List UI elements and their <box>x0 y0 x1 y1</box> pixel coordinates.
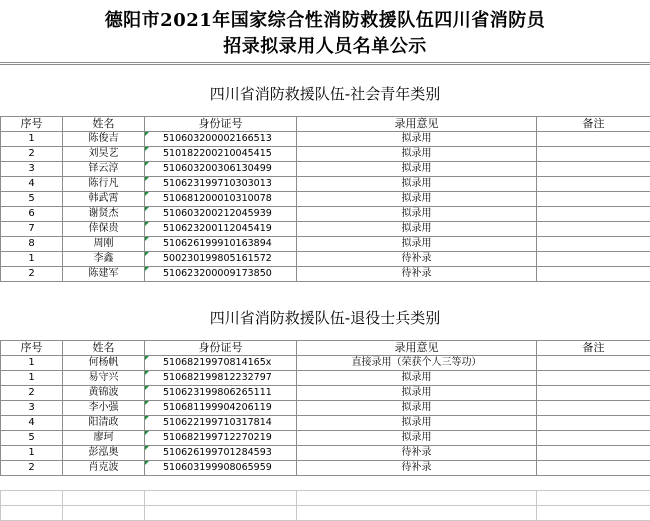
empty-grid <box>0 490 650 521</box>
cell-no[interactable]: 8 <box>1 237 63 252</box>
cell-name[interactable]: 韩武霄 <box>63 192 145 207</box>
cell-note[interactable] <box>537 252 650 267</box>
cell-name[interactable]: 肖克波 <box>63 461 145 476</box>
table-row <box>1 252 650 267</box>
cell-name[interactable]: 铎云淳 <box>63 162 145 177</box>
cell-opinion[interactable]: 拟录用 <box>297 207 537 222</box>
header-row <box>1 341 650 356</box>
cell-note[interactable] <box>537 147 650 162</box>
section1-table <box>0 116 650 282</box>
cell-no[interactable]: 1 <box>1 371 63 386</box>
cell-note[interactable] <box>537 386 650 401</box>
cell-id[interactable]: 510681200010310078 <box>145 192 297 207</box>
table-row <box>1 401 650 416</box>
cell-id[interactable]: 510681199904206119 <box>145 401 297 416</box>
cell-opinion[interactable]: 待补录 <box>297 446 537 461</box>
table-row <box>1 267 650 282</box>
cell-no[interactable]: 3 <box>1 401 63 416</box>
cell-name[interactable]: 谢贤杰 <box>63 207 145 222</box>
cell-name[interactable]: 何杨帆 <box>63 356 145 371</box>
col-header-id: 身份证号 <box>145 117 297 132</box>
col-header-note: 备注 <box>537 117 650 132</box>
cell-opinion[interactable]: 拟录用 <box>297 177 537 192</box>
cell-note[interactable] <box>537 401 650 416</box>
cell-id[interactable]: 510623199806265111 <box>145 386 297 401</box>
table-row <box>1 386 650 401</box>
cell-name[interactable]: 李鑫 <box>63 252 145 267</box>
table-row <box>1 132 650 147</box>
cell-note[interactable] <box>537 461 650 476</box>
table-row <box>1 356 650 371</box>
cell-name[interactable]: 陈俊吉 <box>63 132 145 147</box>
cell-name[interactable]: 倖保贵 <box>63 222 145 237</box>
cell-no[interactable]: 4 <box>1 177 63 192</box>
page-title-line2: 招录拟录用人员名单公示 <box>0 32 650 58</box>
cell-opinion[interactable]: 待补录 <box>297 461 537 476</box>
cell-note[interactable] <box>537 132 650 147</box>
cell-no[interactable]: 1 <box>1 356 63 371</box>
table-row <box>1 446 650 461</box>
cell-opinion[interactable]: 拟录用 <box>297 431 537 446</box>
cell-note[interactable] <box>537 192 650 207</box>
table-row <box>1 416 650 431</box>
cell-name[interactable]: 廖珂 <box>63 431 145 446</box>
cell-opinion[interactable]: 拟录用 <box>297 132 537 147</box>
cell-id[interactable]: 510626199910163894 <box>145 237 297 252</box>
section1-body <box>1 117 650 282</box>
table-row <box>1 147 650 162</box>
cell-note[interactable] <box>537 356 650 371</box>
cell-no[interactable]: 1 <box>1 252 63 267</box>
col-header-id: 身份证号 <box>145 341 297 356</box>
cell-note[interactable] <box>537 431 650 446</box>
cell-no[interactable]: 4 <box>1 416 63 431</box>
table-row <box>1 431 650 446</box>
cell-no[interactable]: 6 <box>1 207 63 222</box>
cell-no[interactable]: 1 <box>1 446 63 461</box>
cell-opinion[interactable]: 拟录用 <box>297 222 537 237</box>
table-row <box>1 162 650 177</box>
cell-id[interactable]: 510682199712270219 <box>145 431 297 446</box>
cell-name[interactable]: 易守兴 <box>63 371 145 386</box>
cell-note[interactable] <box>537 222 650 237</box>
section2-body <box>1 341 650 476</box>
table-row <box>1 237 650 252</box>
cell-opinion[interactable]: 拟录用 <box>297 192 537 207</box>
top-border-inner <box>0 64 650 65</box>
cell-opinion[interactable]: 直接录用（荣获个人三等功） <box>297 356 537 371</box>
cell-name[interactable]: 刘昊艺 <box>63 147 145 162</box>
cell-id[interactable]: 500230199805161572 <box>145 252 297 267</box>
empty-row <box>1 506 650 521</box>
table-row <box>1 222 650 237</box>
cell-name[interactable]: 阳清政 <box>63 416 145 431</box>
cell-note[interactable] <box>537 416 650 431</box>
cell-note[interactable] <box>537 267 650 282</box>
section1-heading: 四川省消防救援队伍-社会青年类别 <box>0 79 650 109</box>
cell-note[interactable] <box>537 446 650 461</box>
top-border <box>0 62 650 63</box>
cell-id[interactable]: 510623200009173850 <box>145 267 297 282</box>
cell-id[interactable]: 510603200306130499 <box>145 162 297 177</box>
col-header-opinion: 录用意见 <box>297 341 537 356</box>
cell-note[interactable] <box>537 162 650 177</box>
cell-id[interactable]: 510622199710317814 <box>145 416 297 431</box>
cell-name[interactable]: 陈建军 <box>63 267 145 282</box>
cell-opinion[interactable]: 拟录用 <box>297 401 537 416</box>
cell-no[interactable]: 1 <box>1 132 63 147</box>
col-header-name: 姓名 <box>63 341 145 356</box>
cell-note[interactable] <box>537 207 650 222</box>
cell-no[interactable]: 3 <box>1 162 63 177</box>
table-row <box>1 177 650 192</box>
cell-no[interactable]: 5 <box>1 192 63 207</box>
cell-note[interactable] <box>537 177 650 192</box>
cell-id[interactable]: 510623199710303013 <box>145 177 297 192</box>
page-title-line1: 德阳市2021年国家综合性消防救援队伍四川省消防员 <box>0 6 650 32</box>
table-row <box>1 461 650 476</box>
cell-opinion[interactable]: 拟录用 <box>297 386 537 401</box>
cell-id[interactable]: 510603199908065959 <box>145 461 297 476</box>
cell-id[interactable]: 510626199701284593 <box>145 446 297 461</box>
cell-no[interactable]: 2 <box>1 147 63 162</box>
cell-opinion[interactable]: 待补录 <box>297 267 537 282</box>
cell-name[interactable]: 陈行凡 <box>63 177 145 192</box>
cell-id[interactable]: 510603200002166513 <box>145 132 297 147</box>
table-row <box>1 371 650 386</box>
cell-id[interactable]: 51068219970814165x <box>145 356 297 371</box>
cell-opinion[interactable]: 拟录用 <box>297 416 537 431</box>
col-header-note: 备注 <box>537 341 650 356</box>
section2-table <box>0 340 650 476</box>
cell-name[interactable]: 李小强 <box>63 401 145 416</box>
cell-no[interactable]: 2 <box>1 386 63 401</box>
empty-row <box>1 491 650 506</box>
table-row <box>1 192 650 207</box>
col-header-no: 序号 <box>1 341 63 356</box>
cell-note[interactable] <box>537 371 650 386</box>
cell-opinion[interactable]: 拟录用 <box>297 162 537 177</box>
cell-id[interactable]: 510603200212045939 <box>145 207 297 222</box>
cell-name[interactable]: 周刚 <box>63 237 145 252</box>
col-header-name: 姓名 <box>63 117 145 132</box>
cell-no[interactable]: 5 <box>1 431 63 446</box>
cell-name[interactable]: 彭泓奥 <box>63 446 145 461</box>
cell-note[interactable] <box>537 237 650 252</box>
section2-heading: 四川省消防救援队伍-退役士兵类别 <box>0 303 650 333</box>
cell-no[interactable]: 2 <box>1 267 63 282</box>
cell-opinion[interactable]: 拟录用 <box>297 237 537 252</box>
cell-id[interactable]: 510682199812232797 <box>145 371 297 386</box>
cell-id[interactable]: 510182200210045415 <box>145 147 297 162</box>
cell-name[interactable]: 黄锦波 <box>63 386 145 401</box>
cell-opinion[interactable]: 待补录 <box>297 252 537 267</box>
header-row <box>1 117 650 132</box>
cell-no[interactable]: 2 <box>1 461 63 476</box>
cell-opinion[interactable]: 拟录用 <box>297 147 537 162</box>
cell-id[interactable]: 510623200112045419 <box>145 222 297 237</box>
col-header-opinion: 录用意见 <box>297 117 537 132</box>
cell-no[interactable]: 7 <box>1 222 63 237</box>
table-row <box>1 207 650 222</box>
col-header-no: 序号 <box>1 117 63 132</box>
cell-opinion[interactable]: 拟录用 <box>297 371 537 386</box>
